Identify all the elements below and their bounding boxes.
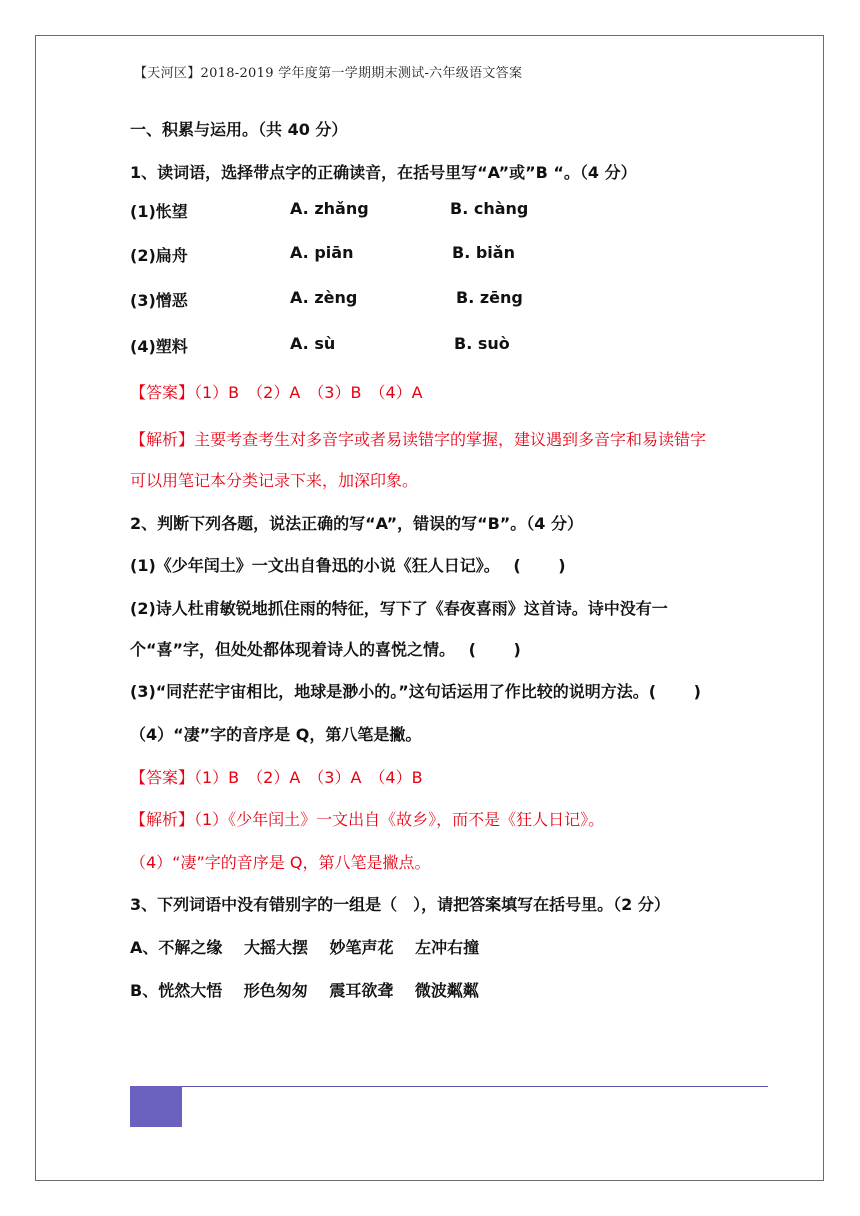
q1-item-4-option-b: B. suò: [454, 334, 510, 353]
q1-item-3-word: (3)憎恶: [130, 291, 188, 310]
q1-item-3-option-a: A. zèng: [290, 288, 358, 307]
page-header: 【天河区】2018-2019 学年度第一学期期末测试-六年级语文答案: [134, 66, 523, 81]
q1-item-2-option-b: B. biǎn: [452, 243, 515, 262]
q3-option-b: B、恍然大悟 形色匆匆 震耳欲聋 微波粼粼: [130, 981, 479, 1000]
q1-item-4-word: (4)塑料: [130, 337, 188, 356]
q1-item-1-option-a: A. zhǎng: [290, 199, 369, 218]
q2-item-2-line-1: (2)诗人杜甫敏锐地抓住雨的特征，写下了《春夜喜雨》这首诗。诗中没有一: [130, 599, 668, 618]
q3-option-a: A、不解之缘 大摇大摆 妙笔声花 左冲右撞: [130, 938, 480, 957]
footer-color-block: [130, 1086, 182, 1127]
footer-rule: [182, 1086, 768, 1087]
q2-item-2-line-2: 个“喜”字，但处处都体现着诗人的喜悦之情。 ( ): [130, 640, 521, 659]
q1-item-4-option-a: A. sù: [290, 334, 336, 353]
q1-item-2-option-a: A. piān: [290, 243, 354, 262]
q1-item-2-word: (2)扁舟: [130, 246, 188, 265]
q2-answer: 【答案】（1）B （2）A （3）A （4）B: [130, 768, 423, 787]
q2-item-1: (1)《少年闰土》一文出自鲁迅的小说《狂人日记》。 ( ): [130, 556, 566, 575]
section-title: 一、积累与运用。（共 40 分）: [130, 120, 348, 139]
question-3-stem: 3、下列词语中没有错别字的一组是（ ），请把答案填写在括号里。（2 分）: [130, 895, 670, 914]
q1-item-3-option-b: B. zēng: [456, 288, 523, 307]
q2-analysis-line-2: （4）“凄”字的音序是 Q，第八笔是撇点。: [130, 853, 431, 872]
q1-answer: 【答案】（1）B （2）A （3）B （4）A: [130, 383, 423, 402]
q1-analysis-line-1: 【解析】主要考查考生对多音字或者易读错字的掌握，建议遇到多音字和易读错字: [130, 430, 707, 449]
q2-analysis-line-1: 【解析】（1）《少年闰土》一文出自《故乡》，而不是《狂人日记》。: [130, 810, 605, 829]
q2-item-3: (3)“同茫茫宇宙相比，地球是渺小的。”这句话运用了作比较的说明方法。( ): [130, 682, 701, 701]
question-1-stem: 1、读词语，选择带点字的正确读音，在括号里写“A”或”B “。（4 分）: [130, 163, 637, 182]
q1-analysis-line-2: 可以用笔记本分类记录下来，加深印象。: [130, 471, 419, 490]
q1-item-1-option-b: B. chàng: [450, 199, 529, 218]
q1-item-1-word: (1)怅望: [130, 202, 188, 221]
question-2-stem: 2、判断下列各题，说法正确的写“A”，错误的写“B”。（4 分）: [130, 514, 584, 533]
q2-item-4: （4）“凄”字的音序是 Q，第八笔是撇。: [130, 725, 422, 744]
